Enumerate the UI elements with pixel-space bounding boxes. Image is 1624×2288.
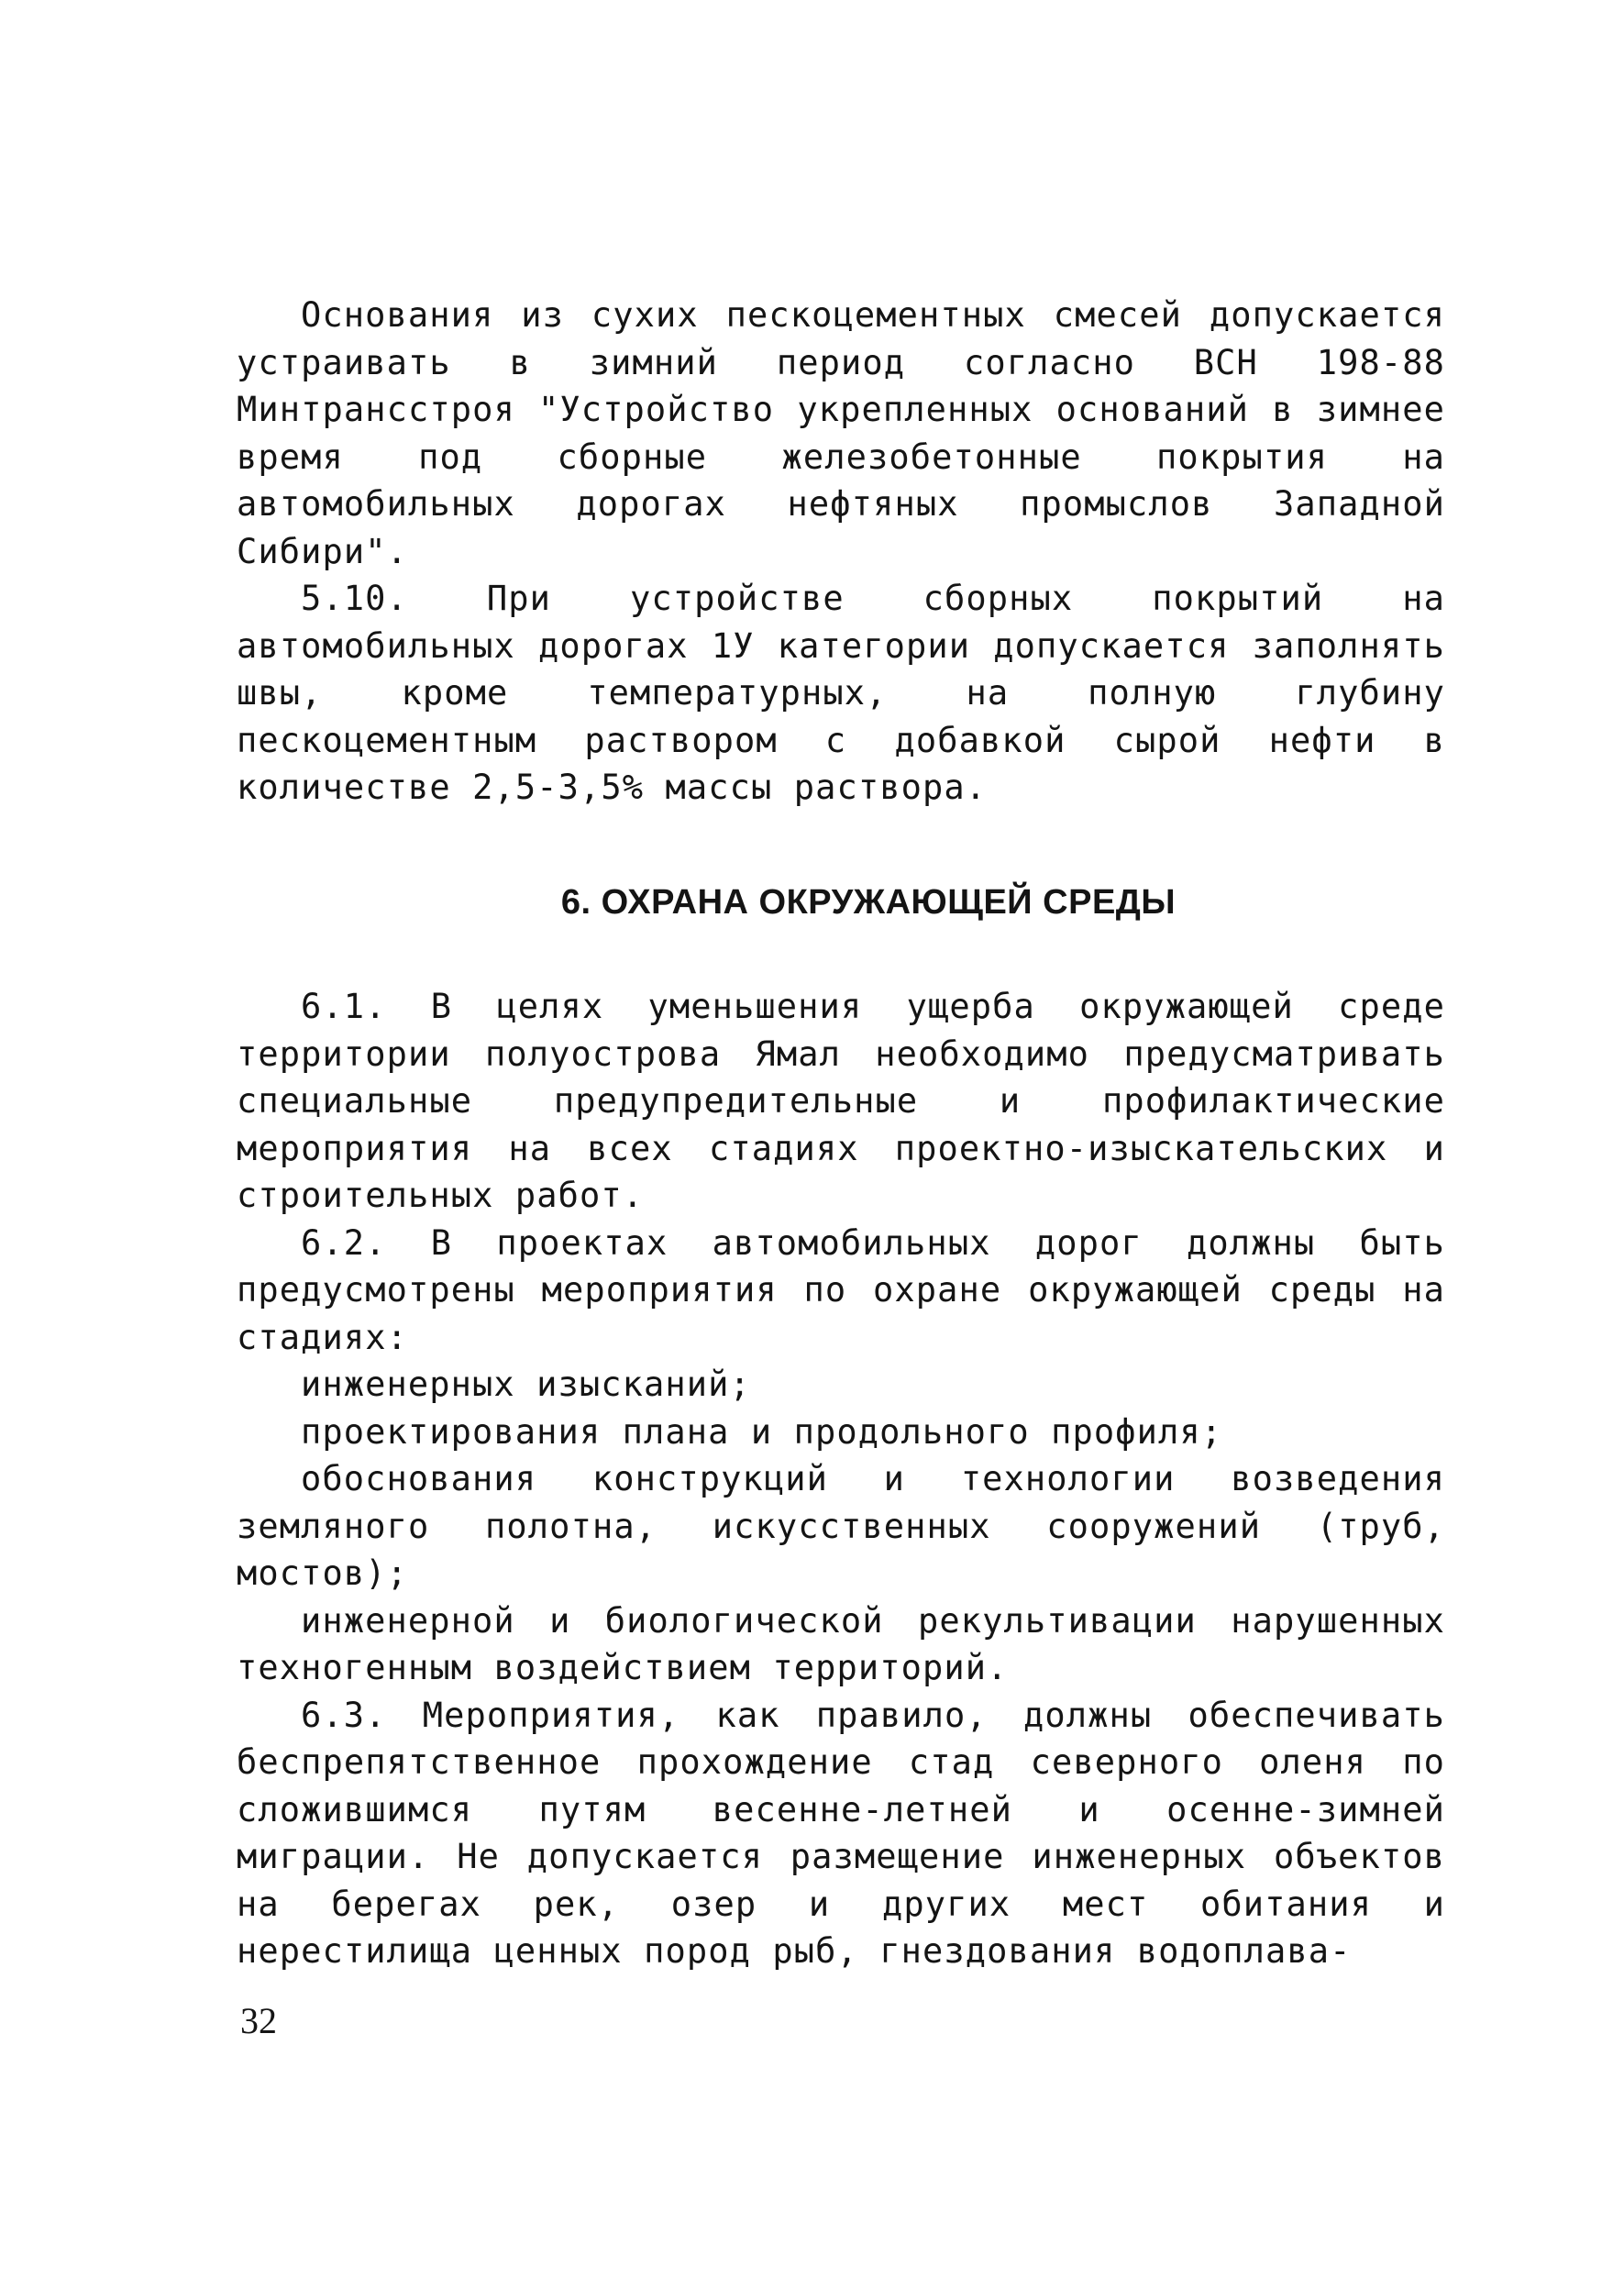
paragraph-foundations: Основания из сухих пескоцементных смесей допускается устраивать в зимний период согласно ВСН 198-88 Минтрансстроя "Устройство укрепленных оснований в зимнее время под сборные железобетонные покрытия на автомобильных дорогах нефтяных промыслов Западной Сибири". (237, 295, 1445, 571)
list-item: проектирования плана и продольного профиля; (301, 1411, 1223, 1452)
list-item: инженерных изысканий; (301, 1365, 751, 1404)
list-item: инженерной и биологической рекультивации нарушенных техногенным воздействием территорий. (237, 1600, 1445, 1687)
section-6-body (237, 983, 1445, 1975)
paragraph-6-3: 6.3. Мероприятия, как правило, должны обеспечивать беспрепятственное прохождение стад северного оленя по сложившимся путям весенне-летней и осенне-зимней миграции. Не допускается размещение инженерных объектов на берегах рек, озер и других мест обитания и нерестилища ценных пород рыб, гнездования водоплава- (237, 1695, 1445, 1971)
paragraph-5-10: 5.10. При устройстве сборных покрытий на автомобильных дорогах 1У категории допускается заполнять швы, кроме температурных, на полную глубину пескоцементным раствором с добавкой сырой нефти в количестве 2,5-3,5% массы раствора. (237, 579, 1445, 807)
section-heading: 6. ОХРАНА ОКРУЖАЮЩЕЙ СРЕДЫ (560, 883, 1177, 922)
page-number: 32 (240, 2000, 277, 2041)
paragraph-6-2: 6.2. В проектах автомобильных дорог должны быть предусмотрены мероприятия по охране окружающей среды на стадиях: (237, 1222, 1445, 1357)
top-section (237, 292, 1445, 812)
list-item: обоснования конструкций и технологии возведения земляного полотна, искусственных сооружений (труб, мостов); (237, 1459, 1445, 1593)
paragraph-6-1: 6.1. В целях уменьшения ущерба окружающей среде территории полуострова Ямал необходимо предусматривать специальные предупредительные и профилактические мероприятия на всех стадиях проектно-изыскательских и строительных работ. (237, 987, 1445, 1215)
